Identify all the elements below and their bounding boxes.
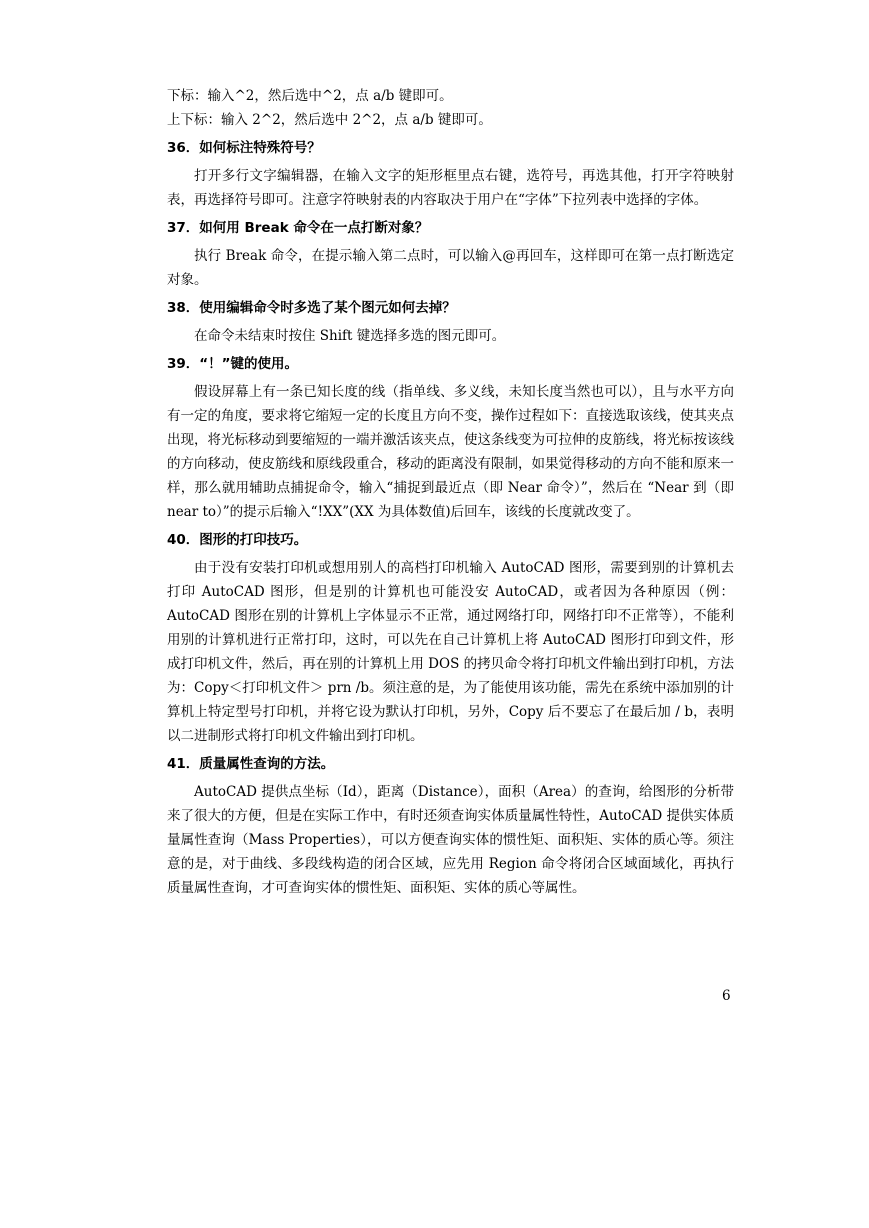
- section-heading-41: 41．质量属性查询的方法。: [167, 756, 335, 772]
- section-body-36: 打开多行文字编辑器，在输入文字的矩形框里点右键，选符号，再选其他，打开字符映射表，再选择符号即可。注意字符映射表的内容取决于用户在“字体”下拉列表中选择的字体。: [167, 168, 734, 208]
- section-heading-39: 39．“！”键的使用。: [167, 356, 299, 372]
- section-body-38: 在命令未结束时按住 Shift 键选择多选的图元即可。: [194, 328, 506, 344]
- section-body-39: 假设屏幕上有一条已知长度的线（指单线、多义线，未知长度当然也可以），且与水平方向有一定的角度，要求将它缩短一定的长度且方向不变，操作过程如下：直接选取该线，使其夹点出现，将光标移动到要缩短的一端并激活该夹点，使这条线变为可拉伸的皮筋线，将光标按该线的方向移动，使皮筋线和原线段重合，移动的距离没有限制，如果觉得移动的方向不能和原来一样，那么就用辅助点捕捉命令，输入“捕捉到最近点（即 Near 命令）”，然后在 “Near 到（即 near to）”的提示后输入“!XX”(XX 为具体数值)后回车，该线的长度就改变了。: [167, 384, 734, 520]
- section-heading-40: 40．图形的打印技巧。: [167, 532, 308, 548]
- section-heading-36: 36．如何标注特殊符号？: [167, 140, 321, 156]
- page-content: [167, 84, 734, 902]
- superscript-tip-line: 上下标：输入 2^2，然后选中 2^2，点 a/b 键即可。: [167, 112, 492, 128]
- subscript-tip-line: 下标：输入^2，然后选中^2，点 a/b 键即可。: [167, 88, 453, 104]
- section-body-37: 执行 Break 命令，在提示输入第二点时，可以输入@再回车，这样即可在第一点打断选定对象。: [167, 248, 734, 288]
- section-heading-37: 37．如何用 Break 命令在一点打断对象？: [167, 220, 429, 236]
- section-body-40: 由于没有安装打印机或想用别人的高档打印机输入 AutoCAD 图形，需要到别的计算机去打印 AutoCAD 图形，但是别的计算机也可能没安 AutoCAD，或者因为各种原因（例：AutoCAD 图形在别的计算机上字体显示不正常，通过网络打印，网络打印不正常等），不能利用别的计算机进行正常打印，这时，可以先在自己计算机上将 AutoCAD 图形打印到文件，形成打印机文件，然后，再在别的计算机上用 DOS 的拷贝命令将打印机文件输出到打印机，方法为：Copy＜打印机文件＞ prn /b。须注意的是，为了能使用该功能，需先在系统中添加别的计算机上特定型号打印机，并将它设为默认打印机，另外，Copy 后不要忘了在最后加 / b，表明以二进制形式将打印机文件输出到打印机。: [167, 560, 734, 744]
- section-heading-38: 38．使用编辑命令时多选了某个图元如何去掉？: [167, 300, 456, 316]
- section-body-41: AutoCAD 提供点坐标（Id），距离（Distance），面积（Area）的查询，给图形的分析带来了很大的方便，但是在实际工作中，有时还须查询实体质量属性特性，AutoCAD 提供实体质量属性查询（Mass Properties），可以方便查询实体的惯性矩、面积矩、实体的质心等。须注意的是，对于曲线、多段线构造的闭合区域，应先用 Region 命令将闭合区域面域化，再执行质量属性查询，才可查询实体的惯性矩、面积矩、实体的质心等属性。: [167, 784, 734, 896]
- page-number: 6: [722, 988, 731, 1004]
